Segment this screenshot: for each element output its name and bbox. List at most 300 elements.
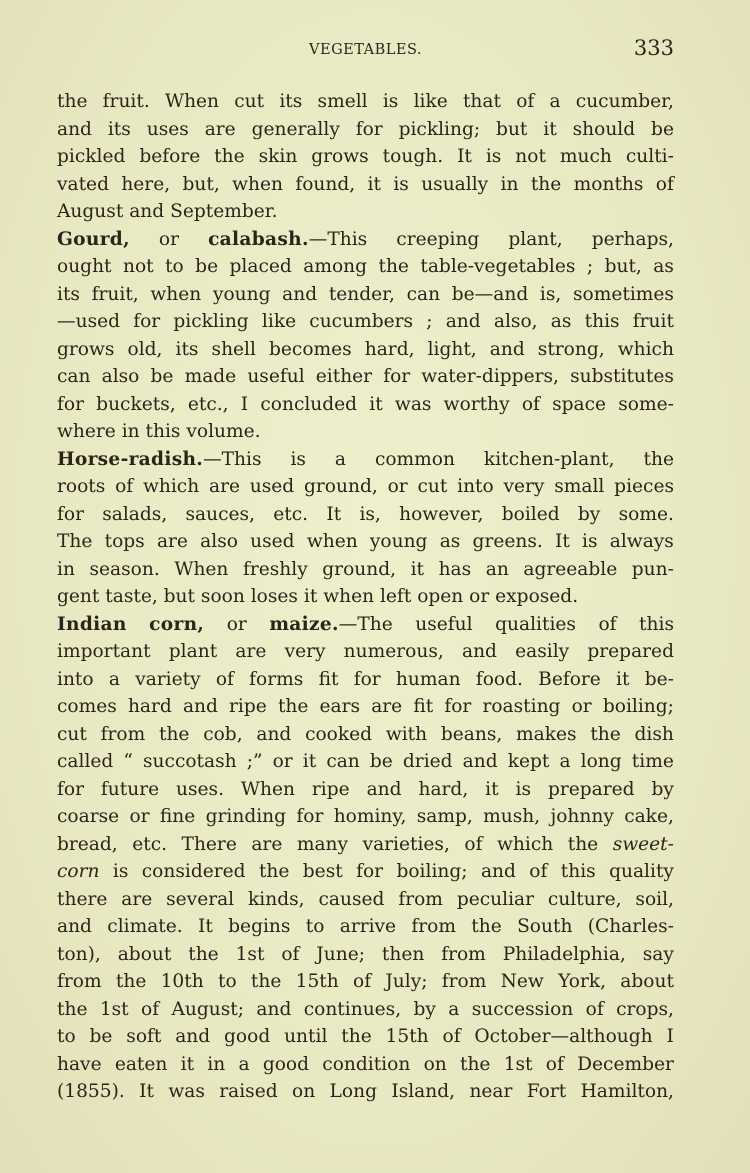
text-line (57, 363, 674, 391)
word (428, 336, 477, 364)
word (393, 171, 409, 199)
word (241, 776, 295, 804)
text-segment: culture, (547, 888, 622, 910)
text-segment: of (585, 998, 604, 1020)
word (168, 1078, 205, 1106)
text-segment: useful (247, 366, 305, 387)
text-segment: When (174, 558, 229, 580)
text-line (57, 1051, 674, 1079)
text-segment: “ (123, 751, 133, 772)
text-segment: kept (507, 751, 550, 772)
word (353, 968, 371, 996)
text-segment: Long (329, 1081, 377, 1102)
word (243, 556, 308, 584)
text-segment: a (334, 448, 346, 470)
word (413, 693, 433, 721)
word (235, 638, 266, 666)
word (616, 666, 629, 694)
word (256, 996, 291, 1024)
word (297, 831, 348, 859)
word (57, 968, 102, 996)
text-segment: considered (141, 861, 246, 882)
text-segment: the (471, 916, 502, 937)
word (126, 1023, 161, 1051)
text-segment: (Charles- (587, 916, 674, 937)
word (295, 171, 355, 199)
word (256, 721, 291, 749)
text-segment: ought (57, 256, 112, 277)
text-segment: very (503, 476, 545, 497)
word (205, 116, 236, 144)
text-segment: ; (586, 256, 594, 277)
text-segment: the (57, 91, 88, 112)
text-segment: the (590, 723, 621, 745)
word (485, 776, 498, 804)
text-segment: here, (121, 173, 171, 195)
word (501, 968, 544, 996)
word (292, 1078, 315, 1106)
text-segment: October—although (474, 1026, 653, 1047)
word (57, 1023, 76, 1051)
word (555, 528, 570, 556)
word (581, 1078, 674, 1106)
text-line (57, 473, 674, 501)
text-segment: be (369, 751, 393, 772)
text-segment: uses. (176, 778, 224, 800)
text-segment: very (284, 641, 326, 662)
text-segment: where in this volume. (57, 421, 261, 442)
text-segment: smell (317, 91, 368, 112)
word (248, 886, 305, 914)
text-segment: There (181, 833, 237, 855)
text-segment: eaten (114, 1053, 168, 1075)
text-segment: soft (126, 1026, 162, 1047)
text-segment: for (57, 503, 84, 525)
text-segment: agreeable (523, 558, 618, 580)
text-segment: roots (57, 476, 106, 497)
word (320, 693, 361, 721)
text-segment: are (251, 833, 283, 855)
word (57, 803, 119, 831)
text-segment: by (413, 998, 436, 1020)
word (115, 1051, 168, 1079)
text-segment: arrive (339, 916, 397, 937)
word (175, 1023, 210, 1051)
word (560, 143, 612, 171)
text-segment: much (559, 146, 612, 167)
text-segment: important (57, 641, 151, 662)
text-segment: Fort (526, 1081, 567, 1102)
word (57, 446, 262, 474)
text-segment: young (369, 531, 428, 552)
text-segment: season. (89, 558, 160, 580)
text-segment: of (353, 971, 372, 992)
text-segment: continues, (303, 998, 402, 1020)
text-segment: fit (318, 668, 339, 690)
word (516, 88, 534, 116)
word (574, 171, 644, 199)
word (311, 143, 368, 171)
word (368, 171, 381, 199)
word (57, 226, 130, 254)
text-segment: When (240, 778, 295, 800)
text-segment: and (461, 641, 497, 662)
word (57, 776, 84, 804)
text-segment: freshly (242, 558, 308, 580)
word (651, 776, 673, 804)
word (538, 666, 601, 694)
word (304, 473, 378, 501)
text-segment: the (643, 448, 674, 470)
word (442, 968, 487, 996)
word (57, 748, 113, 776)
word (101, 721, 146, 749)
word (218, 968, 237, 996)
text-line (57, 583, 674, 611)
text-segment: crops, (616, 998, 674, 1020)
word (318, 88, 368, 116)
word (214, 143, 244, 171)
text-segment: table-vegetables (420, 256, 576, 277)
text-segment: the (214, 146, 245, 167)
word (147, 116, 189, 144)
word (614, 473, 674, 501)
text-segment: tender, (328, 283, 395, 305)
word (232, 171, 283, 199)
text-segment: creeping (396, 228, 480, 250)
text-segment: with (385, 723, 428, 745)
word (610, 528, 674, 556)
text-segment: kitchen-plant, (483, 448, 615, 470)
text-line (57, 611, 674, 639)
text-segment: good (224, 1026, 271, 1047)
word (57, 886, 107, 914)
text-segment: pieces (614, 476, 674, 497)
entry-heading: maize. (269, 613, 339, 635)
word (573, 281, 674, 309)
word (626, 143, 674, 171)
text-segment: ripe (229, 696, 267, 717)
text-segment: which (142, 476, 200, 497)
text-segment: to (217, 971, 237, 992)
word (386, 721, 427, 749)
word (421, 171, 488, 199)
word (494, 308, 538, 336)
text-segment: it (410, 558, 425, 580)
word (457, 143, 472, 171)
word (624, 803, 674, 831)
text-segment: long (580, 751, 622, 772)
word (421, 363, 559, 391)
word (57, 171, 109, 199)
text-segment: tough. (382, 146, 444, 167)
text-segment: is (290, 448, 306, 470)
word (219, 1078, 277, 1106)
text-segment: of (545, 1053, 564, 1075)
word (249, 666, 303, 694)
word (273, 748, 293, 776)
text-segment: sometimes (572, 283, 674, 305)
word (644, 446, 674, 474)
text-segment: then (381, 943, 425, 965)
text-segment: are (204, 118, 236, 140)
word (329, 281, 395, 309)
word (603, 693, 674, 721)
text-segment: it (543, 118, 557, 140)
text-segment: from (100, 723, 146, 745)
text-line (57, 803, 674, 831)
word (57, 473, 105, 501)
text-segment: is (515, 778, 532, 800)
text-segment: like (413, 91, 448, 112)
word (633, 308, 674, 336)
word (587, 638, 674, 666)
text-segment: the (250, 971, 282, 992)
text-segment: small (554, 476, 605, 497)
text-segment: a (238, 1053, 250, 1075)
word (279, 88, 302, 116)
text-segment: from (57, 971, 102, 992)
word (522, 391, 540, 419)
word (516, 721, 577, 749)
word (497, 831, 553, 859)
word (415, 611, 472, 639)
text-segment: June; (316, 943, 365, 965)
text-segment: from (411, 916, 456, 937)
text-segment: have (57, 1053, 102, 1075)
text-segment: caused (318, 888, 385, 910)
word (515, 638, 569, 666)
word (383, 88, 399, 116)
text-segment: prepared (587, 641, 674, 662)
text-segment: say (642, 943, 674, 965)
text-segment: in (500, 173, 519, 195)
text-segment: boiled (501, 503, 560, 525)
text-line (57, 1023, 674, 1051)
text-segment: July; (385, 971, 428, 992)
text-segment: usually (421, 173, 489, 195)
word (399, 501, 483, 529)
word (186, 501, 255, 529)
text-segment: August and September. (57, 201, 278, 222)
text-segment: until (284, 1026, 328, 1047)
text-line (57, 941, 674, 969)
word (340, 913, 396, 941)
word (169, 638, 217, 666)
word (441, 941, 486, 969)
page-body-text (57, 88, 674, 1106)
text-segment: etc., (187, 393, 229, 415)
word (335, 446, 346, 474)
word (115, 473, 133, 501)
word (57, 528, 92, 556)
text-segment: and (182, 696, 218, 717)
word (548, 776, 635, 804)
text-segment: for (355, 118, 383, 140)
text-segment: cucumber, (575, 91, 674, 112)
word (618, 391, 674, 419)
text-segment: be- (644, 668, 674, 690)
word (378, 253, 408, 281)
text-segment: for (444, 696, 472, 717)
word (90, 1023, 113, 1051)
text-segment: kinds, (248, 888, 305, 910)
word (57, 88, 87, 116)
text-segment: also (101, 366, 140, 387)
word (616, 996, 674, 1024)
text-segment: are (209, 476, 240, 497)
text-segment: dish (634, 723, 674, 745)
text-segment: not (515, 146, 546, 167)
text-segment: ripe (311, 778, 350, 800)
word (515, 143, 546, 171)
word (462, 638, 497, 666)
text-segment: to (305, 916, 325, 937)
text-segment: it (369, 393, 383, 415)
text-segment: numerous, (343, 641, 444, 662)
word (236, 941, 265, 969)
word (260, 391, 357, 419)
word (229, 693, 267, 721)
text-segment: not (122, 256, 154, 277)
text-line (57, 281, 674, 309)
text-segment: an (485, 558, 509, 580)
text-segment: etc. (273, 503, 309, 525)
word (57, 391, 84, 419)
word (577, 1051, 674, 1079)
word (382, 941, 424, 969)
text-line (57, 116, 674, 144)
text-segment: the (258, 861, 290, 882)
word (290, 446, 306, 474)
word (57, 666, 94, 694)
word (632, 556, 674, 584)
text-segment: from (398, 888, 443, 910)
word (444, 693, 471, 721)
text-segment: but, (604, 256, 642, 277)
text-segment: cooked (305, 723, 373, 745)
text-segment: time (631, 751, 674, 772)
word (471, 913, 501, 941)
word (238, 1051, 249, 1079)
word (166, 886, 234, 914)
text-segment: which (617, 338, 674, 360)
word (57, 638, 151, 666)
text-segment: boiling; (602, 696, 674, 717)
word (247, 748, 263, 776)
text-segment: corn (57, 861, 100, 882)
text-line (57, 886, 674, 914)
text-segment: York, (558, 971, 607, 992)
word (269, 611, 392, 639)
word (281, 941, 299, 969)
word (501, 171, 519, 199)
word (113, 858, 129, 886)
word (284, 1023, 327, 1051)
text-segment: for (356, 861, 384, 882)
text-segment: a (549, 91, 561, 112)
word (250, 473, 294, 501)
word (482, 693, 560, 721)
word (452, 281, 528, 309)
text-segment: 15th (385, 1026, 429, 1047)
text-segment: also, (493, 311, 538, 332)
text-segment: condition (322, 1053, 411, 1075)
text-segment: and (256, 723, 292, 745)
text-segment: the (188, 943, 219, 965)
word (159, 226, 179, 254)
word (216, 666, 234, 694)
word (128, 336, 163, 364)
word (356, 858, 383, 886)
text-segment: are (121, 888, 153, 910)
text-segment: substitutes (570, 366, 674, 387)
word (369, 391, 382, 419)
text-segment: succotash (143, 751, 237, 772)
word (548, 886, 622, 914)
word (531, 171, 561, 199)
text-segment: for (133, 311, 161, 332)
word (341, 1023, 371, 1051)
text-line (57, 666, 674, 694)
text-segment: of (115, 476, 134, 497)
text-segment: begins (228, 916, 291, 937)
text-segment: plant, (508, 228, 563, 250)
text-segment: can (57, 366, 91, 387)
word (590, 721, 620, 749)
word (570, 363, 674, 391)
word (230, 253, 292, 281)
text-segment: are (371, 696, 403, 717)
word (247, 363, 304, 391)
text-segment: cob, (203, 723, 243, 745)
text-segment: the (378, 256, 409, 277)
text-segment: South (517, 916, 573, 937)
word (483, 803, 540, 831)
text-segment: it (616, 668, 630, 690)
text-segment: ; (426, 311, 433, 332)
word (490, 336, 525, 364)
text-segment: pickling; (398, 118, 481, 140)
word (57, 336, 114, 364)
text-segment: that (462, 91, 501, 112)
text-segment: several (166, 888, 235, 910)
text-segment: it (485, 778, 499, 800)
word (523, 556, 617, 584)
word (464, 831, 482, 859)
text-segment: is (112, 861, 129, 882)
text-segment: human (395, 668, 461, 690)
word (639, 611, 674, 639)
word (195, 253, 218, 281)
word (212, 336, 256, 364)
word (383, 363, 410, 391)
word (307, 528, 358, 556)
word (132, 831, 167, 859)
word (385, 968, 427, 996)
word (296, 968, 339, 996)
word (262, 308, 296, 336)
word (303, 253, 367, 281)
text-segment: soil, (635, 888, 674, 910)
word (102, 501, 167, 529)
text-segment: forms (249, 668, 304, 690)
text-segment: space (552, 393, 607, 415)
text-segment: I (240, 393, 249, 415)
word (598, 611, 616, 639)
word (503, 941, 626, 969)
word (354, 666, 381, 694)
